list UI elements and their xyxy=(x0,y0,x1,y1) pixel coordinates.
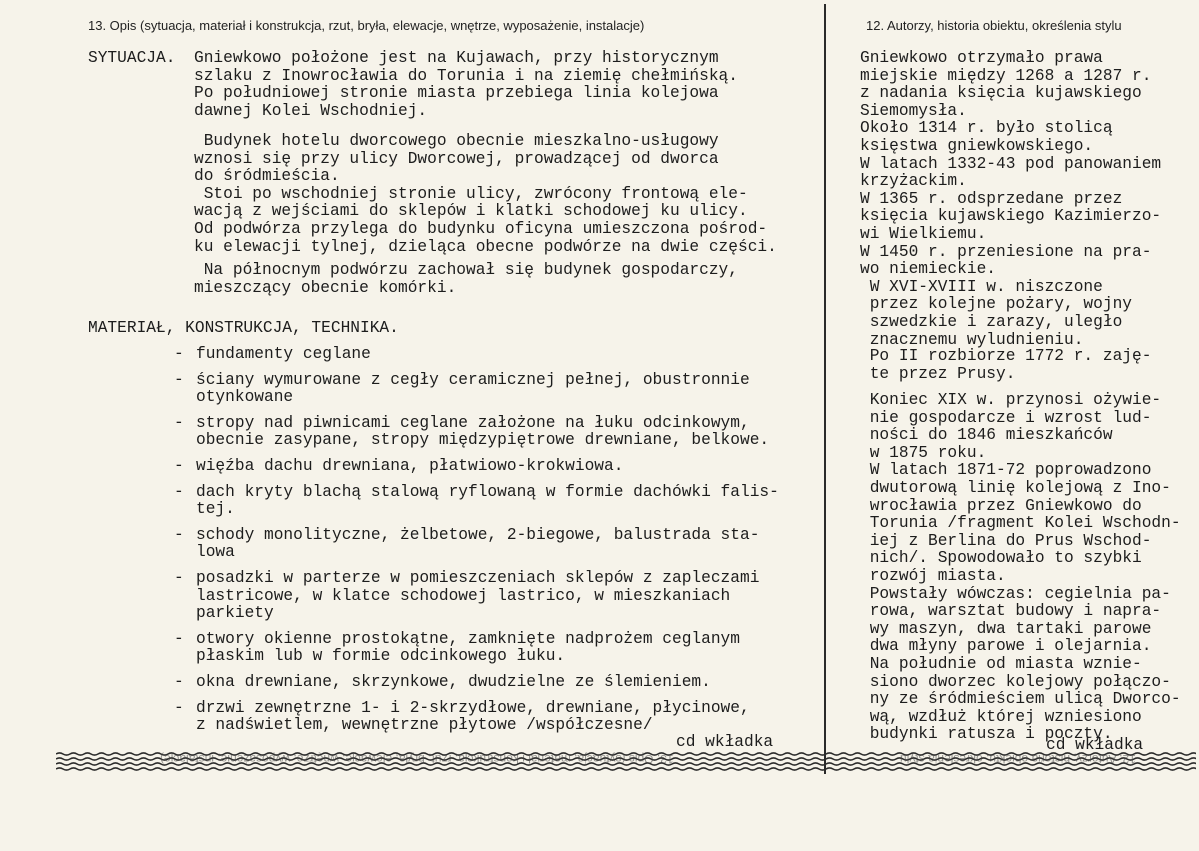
history-p3-line: nich/. Spowodowało to szybki xyxy=(860,549,1142,568)
history-p1-line: księstwa gniewkowskiego. xyxy=(860,136,1094,155)
material-list xyxy=(174,346,779,743)
history-p3-line: Powstały wówczas: cegielnia pa- xyxy=(860,584,1171,603)
material-list-item xyxy=(174,372,779,407)
history-p1-line: miejskie między 1268 a 1287 r. xyxy=(860,66,1152,85)
material-list-item xyxy=(174,346,779,364)
list-dash: - xyxy=(174,482,184,501)
right-continued-note: cd wkładka xyxy=(1046,736,1144,754)
material-label: MATERIAŁ, KONSTRUKCJA, TECHNIKA. xyxy=(88,319,399,337)
list-item-text: fundamenty ceglane xyxy=(196,345,371,363)
history-p2-line: Po II rozbiorze 1772 r. zaję- xyxy=(860,347,1152,365)
history-p1-line: W 1450 r. przeniesione na pra- xyxy=(860,242,1152,261)
history-p3-line: dwa młyny parowe i olejarnia. xyxy=(860,637,1152,656)
history-p3-line: ny ze śródmieściem ulicą Dworco- xyxy=(860,690,1181,709)
list-item-text: ściany wymurowane z cegły ceramicznej pełnej, obustronnie otynkowane xyxy=(196,370,750,407)
sytuacja-p2-line: wacją z wejściami do sklepów i klatki schodowej ku ulicy. xyxy=(194,202,748,221)
sytuacja-p3-line: mieszczący obecnie komórki. xyxy=(194,278,457,297)
section-12-header: 12. Autorzy, historia obiektu, określenia stylu xyxy=(866,18,1122,33)
history-p3-line: siono dworzec kolejowy połączo- xyxy=(860,672,1171,691)
section-13-header: 13. Opis (sytuacja, materiał i konstrukcja, rzut, bryła, elewacje, wnętrze, wyposażenie, instalacje) xyxy=(88,18,645,33)
history-p1-line: W XVI-XVIII w. niszczone xyxy=(860,277,1103,296)
material-list-item xyxy=(174,631,779,666)
material-list-item xyxy=(174,458,779,476)
history-p2-line: te przez Prusy. xyxy=(860,364,1016,383)
history-paragraph-1 xyxy=(860,50,1161,349)
left-continued-note: cd wkładka xyxy=(676,733,774,751)
list-item-text: schody monolityczne, żelbetowe, 2-biegowe, balustrada sta- lowa xyxy=(196,525,760,562)
sytuacja-p2-line: wznosi się przy ulicy Dworcowej, prowadzącej od dworca xyxy=(194,149,719,168)
sytuacja-p1-line: Po południowej stronie miasta przebiega linia kolejowa xyxy=(194,84,719,103)
history-p3-line: dwutorową linię kolejową z Ino- xyxy=(860,478,1171,497)
material-list-item xyxy=(174,415,779,450)
history-p3-line: Koniec XIX w. przynosi ożywie- xyxy=(860,391,1162,409)
history-p3-line: w 1875 roku. xyxy=(860,443,987,462)
history-p3-line: Torunia /fragment Kolei Wschodn- xyxy=(860,514,1181,533)
list-item-text: otwory okienne prostokątne, zamknięte nadprożem ceglanym płaskim lub w formie odcinkowego łuku. xyxy=(196,629,740,666)
history-paragraph-3 xyxy=(860,392,1181,744)
list-item-text: stropy nad piwnicami ceglane założone na łuku odcinkowym, obecnie zasypane, stropy międzypiętrowe drewniane, belkowe. xyxy=(196,413,770,450)
history-p1-line: W 1365 r. odsprzedane przez xyxy=(860,189,1123,208)
list-item-text: więźba dachu drewniana, płatwiowo-krokwiowa. xyxy=(196,456,624,475)
list-dash: - xyxy=(174,525,184,544)
history-paragraph-2 xyxy=(860,348,1151,383)
history-p1-line: wo niemieckie. xyxy=(860,260,996,279)
history-p1-line: Gniewkowo otrzymało prawa xyxy=(860,49,1103,67)
list-dash: - xyxy=(174,370,184,389)
mirrored-header-right: 12. Autorzy, historia obiektu, określenia stylu xyxy=(900,752,1136,766)
history-p3-line: W latach 1871-72 poprowadzono xyxy=(860,461,1152,480)
sytuacja-p2-line: Od podwórza przylega do budynku oficyna umieszczona pośrod- xyxy=(194,219,768,238)
mirrored-header-left: 13. Opis (sytuacja, materiał i konstrukcja, rzut, bryła, elewacje, wnętrze, wyposażenie, instalacje) xyxy=(160,752,674,766)
list-dash: - xyxy=(174,698,184,717)
history-p1-line: Około 1314 r. było stolicą xyxy=(860,119,1113,138)
history-p3-line: Na południe od miasta wznie- xyxy=(860,654,1142,673)
list-item-text: dach kryty blachą stalową ryflowaną w formie dachówki falis- tej. xyxy=(196,482,779,519)
history-p3-line: wy maszyn, dwa tartaki parowe xyxy=(860,619,1152,638)
list-dash: - xyxy=(174,345,184,363)
sytuacja-p2-line: do śródmieścia. xyxy=(194,167,340,186)
material-list-item xyxy=(174,674,779,692)
history-p1-line: księcia kujawskiego Kazimierzo- xyxy=(860,207,1162,226)
column-divider xyxy=(824,4,826,774)
history-p3-line: wrocławia przez Gniewkowo do xyxy=(860,496,1142,515)
sytuacja-p1-line: dawnej Kolei Wschodniej. xyxy=(194,101,428,120)
sytuacja-paragraph-2 xyxy=(194,133,777,256)
history-p3-line: rowa, warsztat budowy i napra- xyxy=(860,602,1162,621)
history-p1-line: znacznemu wyludnieniu. xyxy=(860,330,1084,349)
history-p1-line: wi Wielkiemu. xyxy=(860,224,987,243)
list-item-text: drzwi zewnętrzne 1- i 2-skrzydłowe, drewniane, płycinowe, z nadświetlem, wewnętrzne płytowe /współczesne/ xyxy=(196,698,750,735)
sytuacja-p1-line: Gniewkowo położone jest na Kujawach, przy historycznym xyxy=(194,49,719,67)
material-list-item xyxy=(174,700,779,735)
list-dash: - xyxy=(174,413,184,432)
list-item-text: posadzki w parterze w pomieszczeniach sklepów z zapleczami lastricowe, w klatce schodowej lastrico, w mieszkaniach parkiety xyxy=(196,568,760,623)
sytuacja-label: SYTUACJA. xyxy=(88,49,176,67)
history-p1-line: z nadania księcia kujawskiego xyxy=(860,84,1142,103)
history-p1-line: Siemomysła. xyxy=(860,101,967,120)
history-p3-line: nie gospodarcze i wzrost lud- xyxy=(860,408,1152,427)
list-dash: - xyxy=(174,672,184,691)
list-dash: - xyxy=(174,568,184,587)
history-p1-line: W latach 1332-43 pod panowaniem xyxy=(860,154,1162,173)
history-p1-line: krzyżackim. xyxy=(860,172,967,191)
list-dash: - xyxy=(174,629,184,648)
sytuacja-p2-line: Stoi po wschodniej stronie ulicy, zwrócony frontową ele- xyxy=(194,184,748,203)
material-list-item xyxy=(174,484,779,519)
sytuacja-paragraph-1 xyxy=(194,50,738,120)
history-p1-line: przez kolejne pożary, wojny xyxy=(860,295,1132,314)
material-list-item xyxy=(174,527,779,562)
list-item-text: okna drewniane, skrzynkowe, dwudzielne ze ślemieniem. xyxy=(196,672,711,691)
sytuacja-p2-line: ku elewacji tylnej, dzieląca obecne podwórze na dwie części. xyxy=(194,237,777,256)
sytuacja-p2-line: Budynek hotelu dworcowego obecnie mieszkalno-usługowy xyxy=(194,132,719,150)
history-p1-line: szwedzkie i zarazy, uległo xyxy=(860,312,1123,331)
history-p3-line: rozwój miasta. xyxy=(860,566,1006,585)
history-p3-line: wą, wzdłuż której wzniesiono xyxy=(860,707,1142,726)
history-p3-line: iej z Berlina do Prus Wschod- xyxy=(860,531,1152,550)
sytuacja-p3-line: Na północnym podwórzu zachował się budynek gospodarczy, xyxy=(194,261,738,279)
history-p3-line: ności do 1846 mieszkańców xyxy=(860,426,1113,445)
material-list-item xyxy=(174,570,779,623)
history-p3-line: budynki ratusza i poczty. xyxy=(860,725,1113,744)
list-dash: - xyxy=(174,456,184,475)
sytuacja-p1-line: szlaku z Inowrocławia do Torunia i na ziemię chełmińską. xyxy=(194,66,738,85)
sytuacja-paragraph-3 xyxy=(194,262,738,297)
